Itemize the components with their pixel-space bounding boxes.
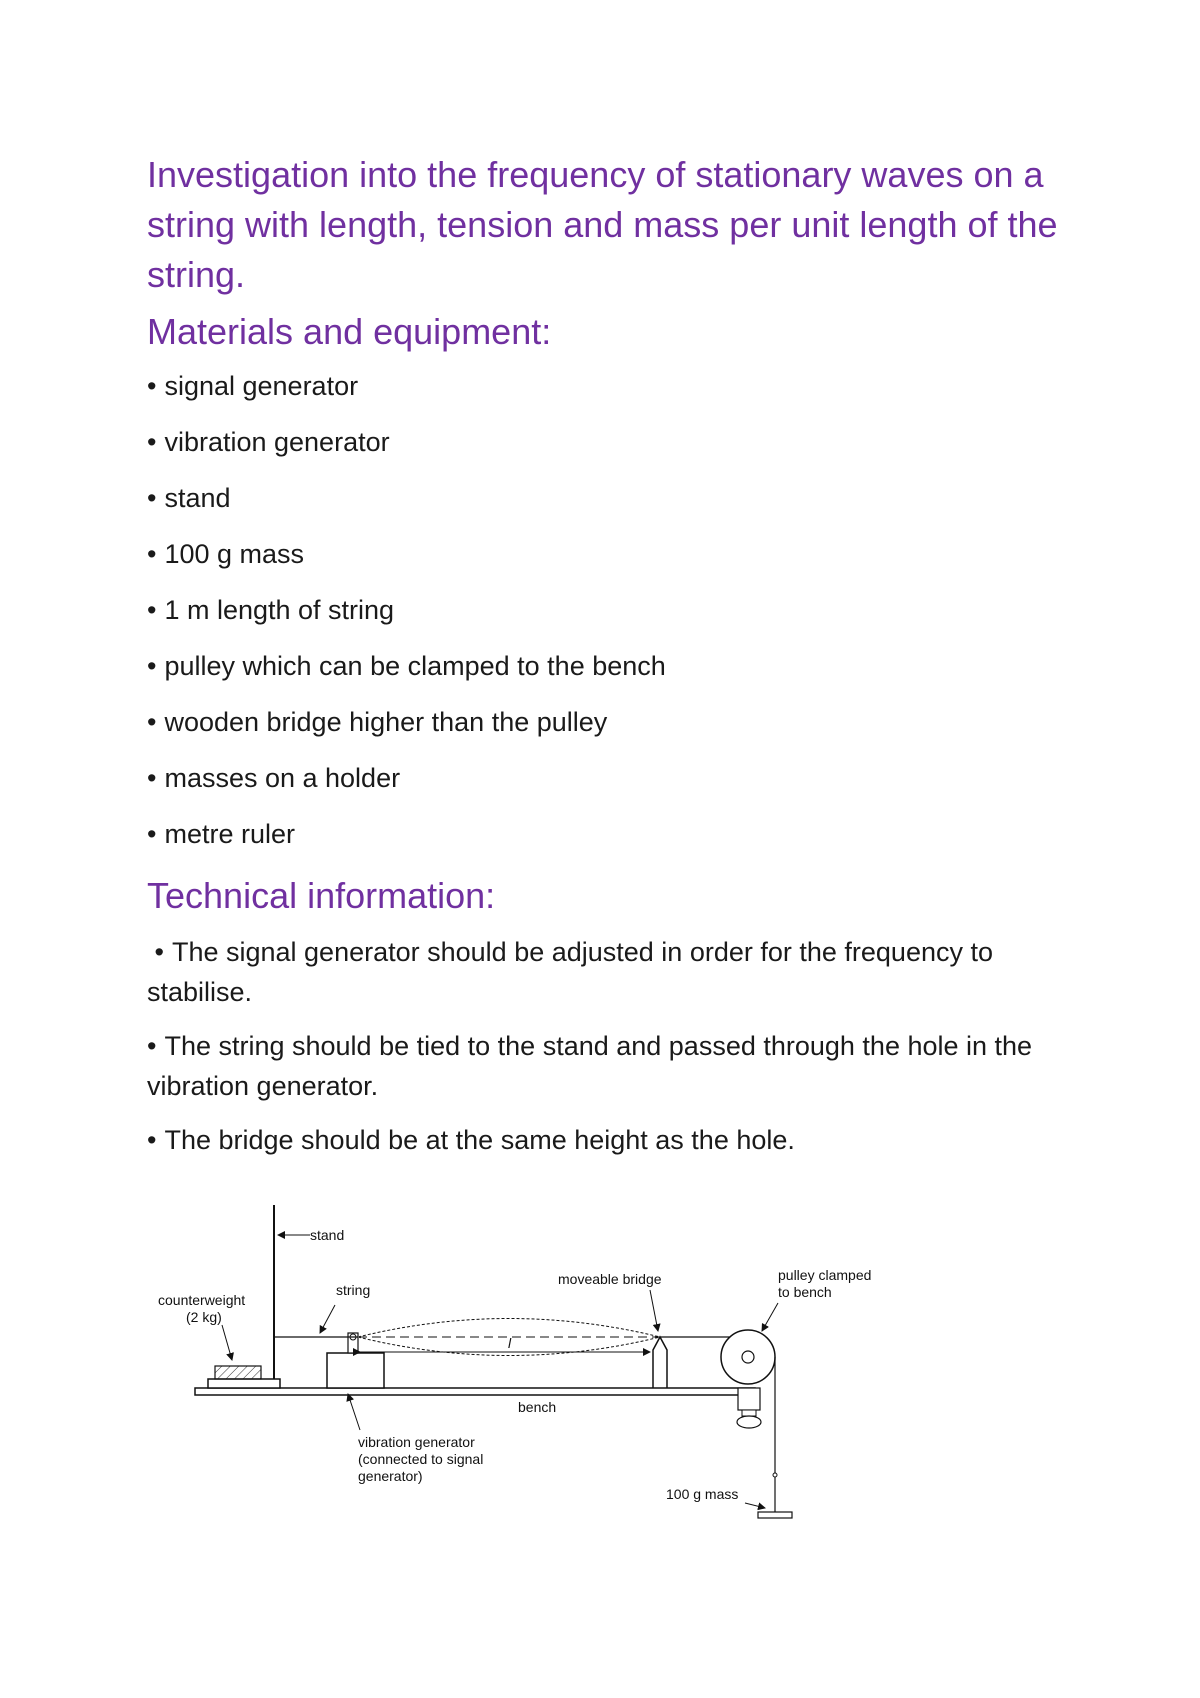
counterweight-mass-label: (2 kg): [186, 1309, 222, 1325]
list-item: [147, 424, 1067, 460]
document-page: [147, 150, 1067, 1174]
counterweight-label: counterweight: [158, 1292, 246, 1308]
list-item-text: masses on a holder: [164, 763, 401, 793]
technical-item: [147, 1026, 1067, 1106]
bullet: •: [154, 937, 164, 967]
bullet: •: [147, 427, 157, 457]
vibration-generator-pointer: [348, 1394, 360, 1430]
technical-item-text: The string should be tied to the stand and passed through the hole in the vibration generator.: [147, 1031, 1033, 1101]
list-item-text: 100 g mass: [164, 539, 305, 569]
pulley-axle: [742, 1351, 754, 1363]
apparatus-diagram: [150, 1200, 910, 1540]
bullet: •: [147, 539, 157, 569]
list-item-text: pulley which can be clamped to the bench: [164, 651, 666, 681]
pulley-clamp-knob: [737, 1416, 761, 1428]
document-title: Investigation into the frequency of stationary waves on a string with length, tension and mass per unit length of the string.: [147, 154, 1058, 295]
materials-list: [147, 368, 1067, 852]
list-item: [147, 480, 1067, 516]
bullet: •: [147, 371, 157, 401]
bullet: •: [147, 1031, 157, 1061]
materials-heading: Materials and equipment:: [147, 311, 552, 352]
list-item: [147, 368, 1067, 404]
mass-pointer: [745, 1503, 765, 1508]
mass-label: 100 g mass: [666, 1486, 739, 1502]
moveable-bridge-pointer: [650, 1290, 658, 1331]
vibration-generator-label-line1: vibration generator: [358, 1434, 475, 1450]
counterweight-block: [215, 1366, 261, 1379]
list-item-text: signal generator: [164, 371, 359, 401]
bullet: •: [147, 707, 157, 737]
list-item-text: metre ruler: [164, 819, 295, 849]
bullet: •: [147, 819, 157, 849]
technical-item-text: The signal generator should be adjusted in order for the frequency to stabilise.: [147, 937, 993, 1007]
pulley-clamp: [738, 1388, 760, 1410]
list-item: [147, 704, 1067, 740]
vibration-generator-label-line2: (connected to signal: [358, 1451, 484, 1467]
mass-hook: [773, 1473, 777, 1477]
bullet: •: [147, 595, 157, 625]
list-item: [147, 592, 1067, 628]
bench-label: bench: [518, 1399, 557, 1415]
technical-item: [147, 932, 1067, 1012]
list-item-text: 1 m length of string: [164, 595, 395, 625]
list-item-text: vibration generator: [164, 427, 390, 457]
technical-item: [147, 1120, 1067, 1160]
string-label: string: [336, 1282, 371, 1298]
pulley-label-line1: pulley clamped: [778, 1267, 872, 1283]
bullet: •: [147, 651, 157, 681]
pulley-label-line2: to bench: [778, 1284, 832, 1300]
list-item-text: stand: [164, 483, 231, 513]
list-item-text: wooden bridge higher than the pulley: [164, 707, 608, 737]
list-item: [147, 760, 1067, 796]
bullet: •: [147, 763, 157, 793]
vibration-generator-label-line3: generator): [358, 1468, 423, 1484]
list-item: [147, 648, 1067, 684]
list-item: [147, 816, 1067, 852]
mass-holder: [758, 1512, 792, 1518]
list-item: [147, 536, 1067, 572]
length-symbol: l: [508, 1335, 512, 1351]
moveable-bridge: [653, 1337, 667, 1388]
string-pointer: [320, 1305, 335, 1333]
technical-heading: Technical information:: [147, 875, 496, 916]
bullet: •: [147, 483, 157, 513]
counterweight-pointer: [222, 1325, 232, 1360]
stand-base: [208, 1379, 280, 1388]
pulley-pointer: [762, 1303, 778, 1331]
pulley-clamp-screw: [742, 1410, 756, 1416]
moveable-bridge-label: moveable bridge: [558, 1271, 662, 1287]
vibration-generator: [327, 1353, 384, 1388]
bullet: •: [147, 1125, 157, 1155]
technical-item-text: The bridge should be at the same height as the hole.: [164, 1125, 795, 1155]
bench: [195, 1388, 755, 1395]
stand-label: stand: [310, 1227, 345, 1243]
